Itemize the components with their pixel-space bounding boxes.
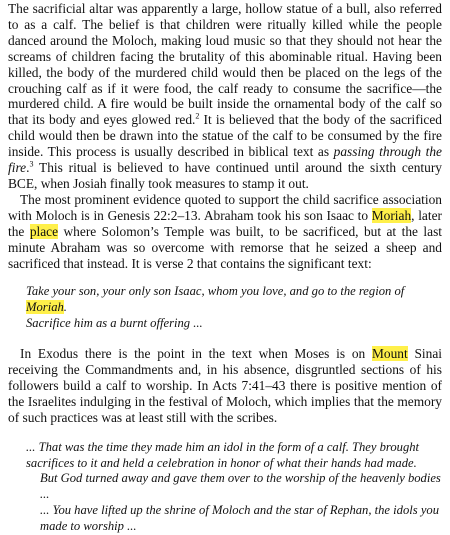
text-run: In Exodus there is the point in the text when Moses is on bbox=[20, 346, 372, 362]
quote-line bbox=[26, 284, 442, 316]
text-run: The most prominent evidence quoted to support the child sacrifice association with Moloch is in Genesis 22:2–13. Abraham took his son Isaac to bbox=[8, 191, 442, 223]
italic-phrase: passing through the fire bbox=[8, 144, 443, 176]
text-run: Sinai receiving the Commandments and, in his absence, disgruntled sections of his followers build a calf to worship. In Acts 7:41–43 there is positive mention of the Israelites indulging in the festival of Moloch, which implies that the memory of such practices was at least still with the scribes. bbox=[8, 346, 443, 425]
footnote-marker: 2 bbox=[195, 111, 200, 121]
highlight-mount[interactable]: Mount bbox=[372, 346, 408, 362]
highlight-moriah[interactable]: Moriah bbox=[371, 207, 412, 223]
text-run: . bbox=[63, 300, 67, 315]
highlight-place[interactable]: place bbox=[29, 223, 59, 239]
paragraph-sacrificial-altar bbox=[8, 1, 442, 192]
paragraph-genesis-evidence bbox=[8, 192, 442, 272]
scripture-quote-genesis bbox=[26, 284, 442, 332]
highlight-moriah-quote[interactable]: Moriah bbox=[26, 300, 64, 315]
text-run: It is believed that the body of the sacrificed child would then be drawn into the statue of the calf to be consumed by the fire inside. This process is usually described in biblical text as bbox=[8, 112, 442, 160]
text-run: . bbox=[26, 160, 30, 176]
quote-line: But God turned away and gave them over to the worship of the heavenly bodies ... bbox=[40, 471, 441, 502]
text-run: This ritual is believed to have continued until around the sixth century BCE, when Josiah finally took measures to stamp it out. bbox=[8, 160, 442, 191]
text-run: , later the bbox=[8, 207, 442, 239]
quote-line: ... That was the time they made him an idol in the form of a calf. They brought sacrifices to it and held a celebration in honor of what their hands had made. bbox=[26, 439, 420, 470]
footnote-marker: 3 bbox=[29, 159, 34, 169]
paragraph-exodus bbox=[8, 346, 442, 426]
text-run: The sacrificial altar was apparently a large, hollow statue of a bull, also referred to as a calf. The belief is that children were ritually killed while the people danced around the Moloch, making loud music so that they should not hear the screams of children facing the brutality of this abominable ritual. Having been killed, the body of the murdered child would then be placed on the legs of the crouching calf as if it were food, the calf ready to consume the sacrifice—the murdered child. A fire would be built inside the ornamental body of the calf so that its body and eyes glowed red. bbox=[8, 1, 442, 128]
text-run: where Solomon’s Temple was built, to be sacrificed, but at the last minute Abraham was so overcome with remorse that he seized a sheep and sacrificed that instead. It is verse 2 that contains the significant text: bbox=[8, 223, 442, 271]
quote-line: Sacrifice him as a burnt offering ... bbox=[26, 316, 203, 331]
quote-line: ... You have lifted up the shrine of Moloch and the star of Rephan, the idols you made to worship ... bbox=[40, 503, 439, 534]
text-run: Take your son, your only son Isaac, whom you love, and go to the region of bbox=[26, 284, 405, 299]
scripture-quote-acts bbox=[26, 440, 442, 535]
